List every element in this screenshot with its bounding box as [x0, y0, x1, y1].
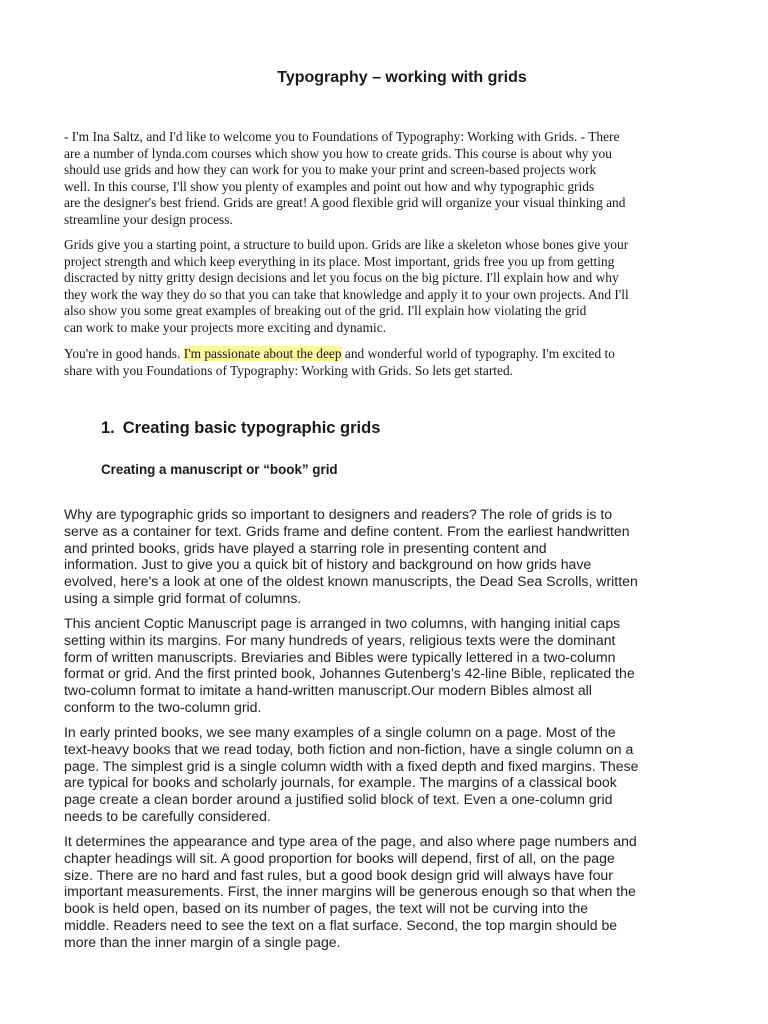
text-line: and printed books, grids have played a starring role in presenting content and — [64, 539, 547, 556]
text-line: size. There are no hard and fast rules, but a good book design grid will always have four — [64, 866, 613, 883]
intro-paragraph-1 — [64, 129, 714, 229]
text-line: they work the way they do so that you can take that knowledge and apply it to your own projects. And I'll — [64, 286, 629, 302]
text-line: Why are typographic grids so important to designers and readers? The role of grids is to — [64, 506, 613, 522]
section-number: 1. — [101, 419, 115, 437]
body-paragraph-3 — [64, 724, 714, 825]
text-line: chapter headings will sit. A good proportion for books will depend, first of all, on the page — [64, 849, 615, 866]
text-line: streamline your design process. — [64, 211, 233, 227]
intro-paragraph-3 — [64, 346, 714, 379]
text-line: format or grid. And the first printed book, Johannes Gutenberg's 42-line Bible, replicated the — [64, 665, 635, 682]
subsection-heading: Creating a manuscript or “book” grid — [101, 462, 338, 477]
text-line: Grids give you a starting point, a structure to build upon. Grids are like a skeleton whose bones give your — [64, 237, 629, 252]
text-line: are typical for books and scholarly journals, for example. The margins of a classical book — [64, 774, 617, 791]
text-line: conform to the two-column grid. — [64, 698, 262, 715]
highlighted-text: I'm passionate about the deep — [183, 346, 342, 361]
text-line: using a simple grid format of columns. — [64, 589, 302, 606]
body-paragraph-1 — [64, 506, 714, 607]
text-line: It determines the appearance and type area of the page, and also where page numbers and — [64, 833, 637, 849]
text-line: middle. Readers need to see the text on a flat surface. Second, the top margin should be — [64, 916, 618, 933]
section-heading — [101, 418, 380, 438]
text-line: book is held open, based on its number of pages, the text will not be curving into the — [64, 900, 589, 917]
text-line: This ancient Coptic Manuscript page is arranged in two columns, with hanging initial caps — [64, 615, 621, 631]
text-line: well. In this course, I'll show you plenty of examples and point out how and why typographic grids — [64, 178, 595, 194]
text-line: two-column format to imitate a hand-written manuscript.Our modern Bibles almost all — [64, 682, 592, 699]
text-line: discracted by nitty gritty design decisions and let you focus on the big picture. I'll explain how and why — [64, 270, 619, 286]
text-line: setting within its margins. For many hundreds of years, religious texts were the dominant — [64, 631, 616, 648]
text-line: are a number of lynda.com courses which show you how to create grids. This course is about why you — [64, 145, 612, 161]
text-line: more than the inner margin of a single page. — [64, 933, 341, 950]
document-title: Typography – working with grids — [277, 69, 527, 86]
text-run: and wonderful world of typography. I'm excited to — [341, 346, 615, 361]
text-line: page. The simplest grid is a single column width with a fixed depth and fixed margins. These — [64, 757, 639, 774]
text-line: also show you some great examples of breaking out of the grid. I'll explain how violating the grid — [64, 303, 587, 319]
text-line: are the designer's best friend. Grids are great! A good flexible grid will organize your visual thinking and — [64, 195, 626, 211]
text-line: serve as a container for text. Grids frame and define content. From the earliest handwritten — [64, 522, 630, 539]
text-line: needs to be carefully considered. — [64, 807, 271, 824]
text-line: should use grids and how they can work for you to make your print and screen-based projects work — [64, 162, 597, 178]
body-paragraph-4 — [64, 833, 714, 951]
text-line: - I'm Ina Saltz, and I'd like to welcome you to Foundations of Typography: Working with Grids. - There — [64, 129, 620, 144]
text-line: page create a clean border around a justified solid block of text. Even a one-column grid — [64, 791, 613, 808]
intro-paragraph-2 — [64, 237, 714, 337]
text-line: share with you Foundations of Typography: Working with Grids. So lets get started. — [64, 362, 514, 378]
text-line: text-heavy books that we read today, both fiction and non-fiction, have a single column on a — [64, 740, 634, 757]
body-paragraph-2 — [64, 615, 714, 716]
text-line: form of written manuscripts. Breviaries and Bibles were typically lettered in a two-column — [64, 648, 616, 665]
section-title: Creating basic typographic grids — [122, 419, 381, 437]
text-line: evolved, here's a look at one of the oldest known manuscripts, the Dead Sea Scrolls, written — [64, 573, 638, 590]
text-line — [64, 346, 714, 363]
text-line: information. Just to give you a quick bit of history and background on how grids have — [64, 556, 592, 573]
text-run: You're in good hands. — [64, 346, 184, 361]
text-line: In early printed books, we see many examples of a single column on a page. Most of the — [64, 724, 616, 740]
text-line: can work to make your projects more exciting and dynamic. — [64, 319, 387, 335]
text-line: important measurements. First, the inner margins will be generous enough so that when the — [64, 883, 636, 900]
text-line: project strength and which keep everything in its place. Most important, grids free you up from getting — [64, 253, 615, 269]
